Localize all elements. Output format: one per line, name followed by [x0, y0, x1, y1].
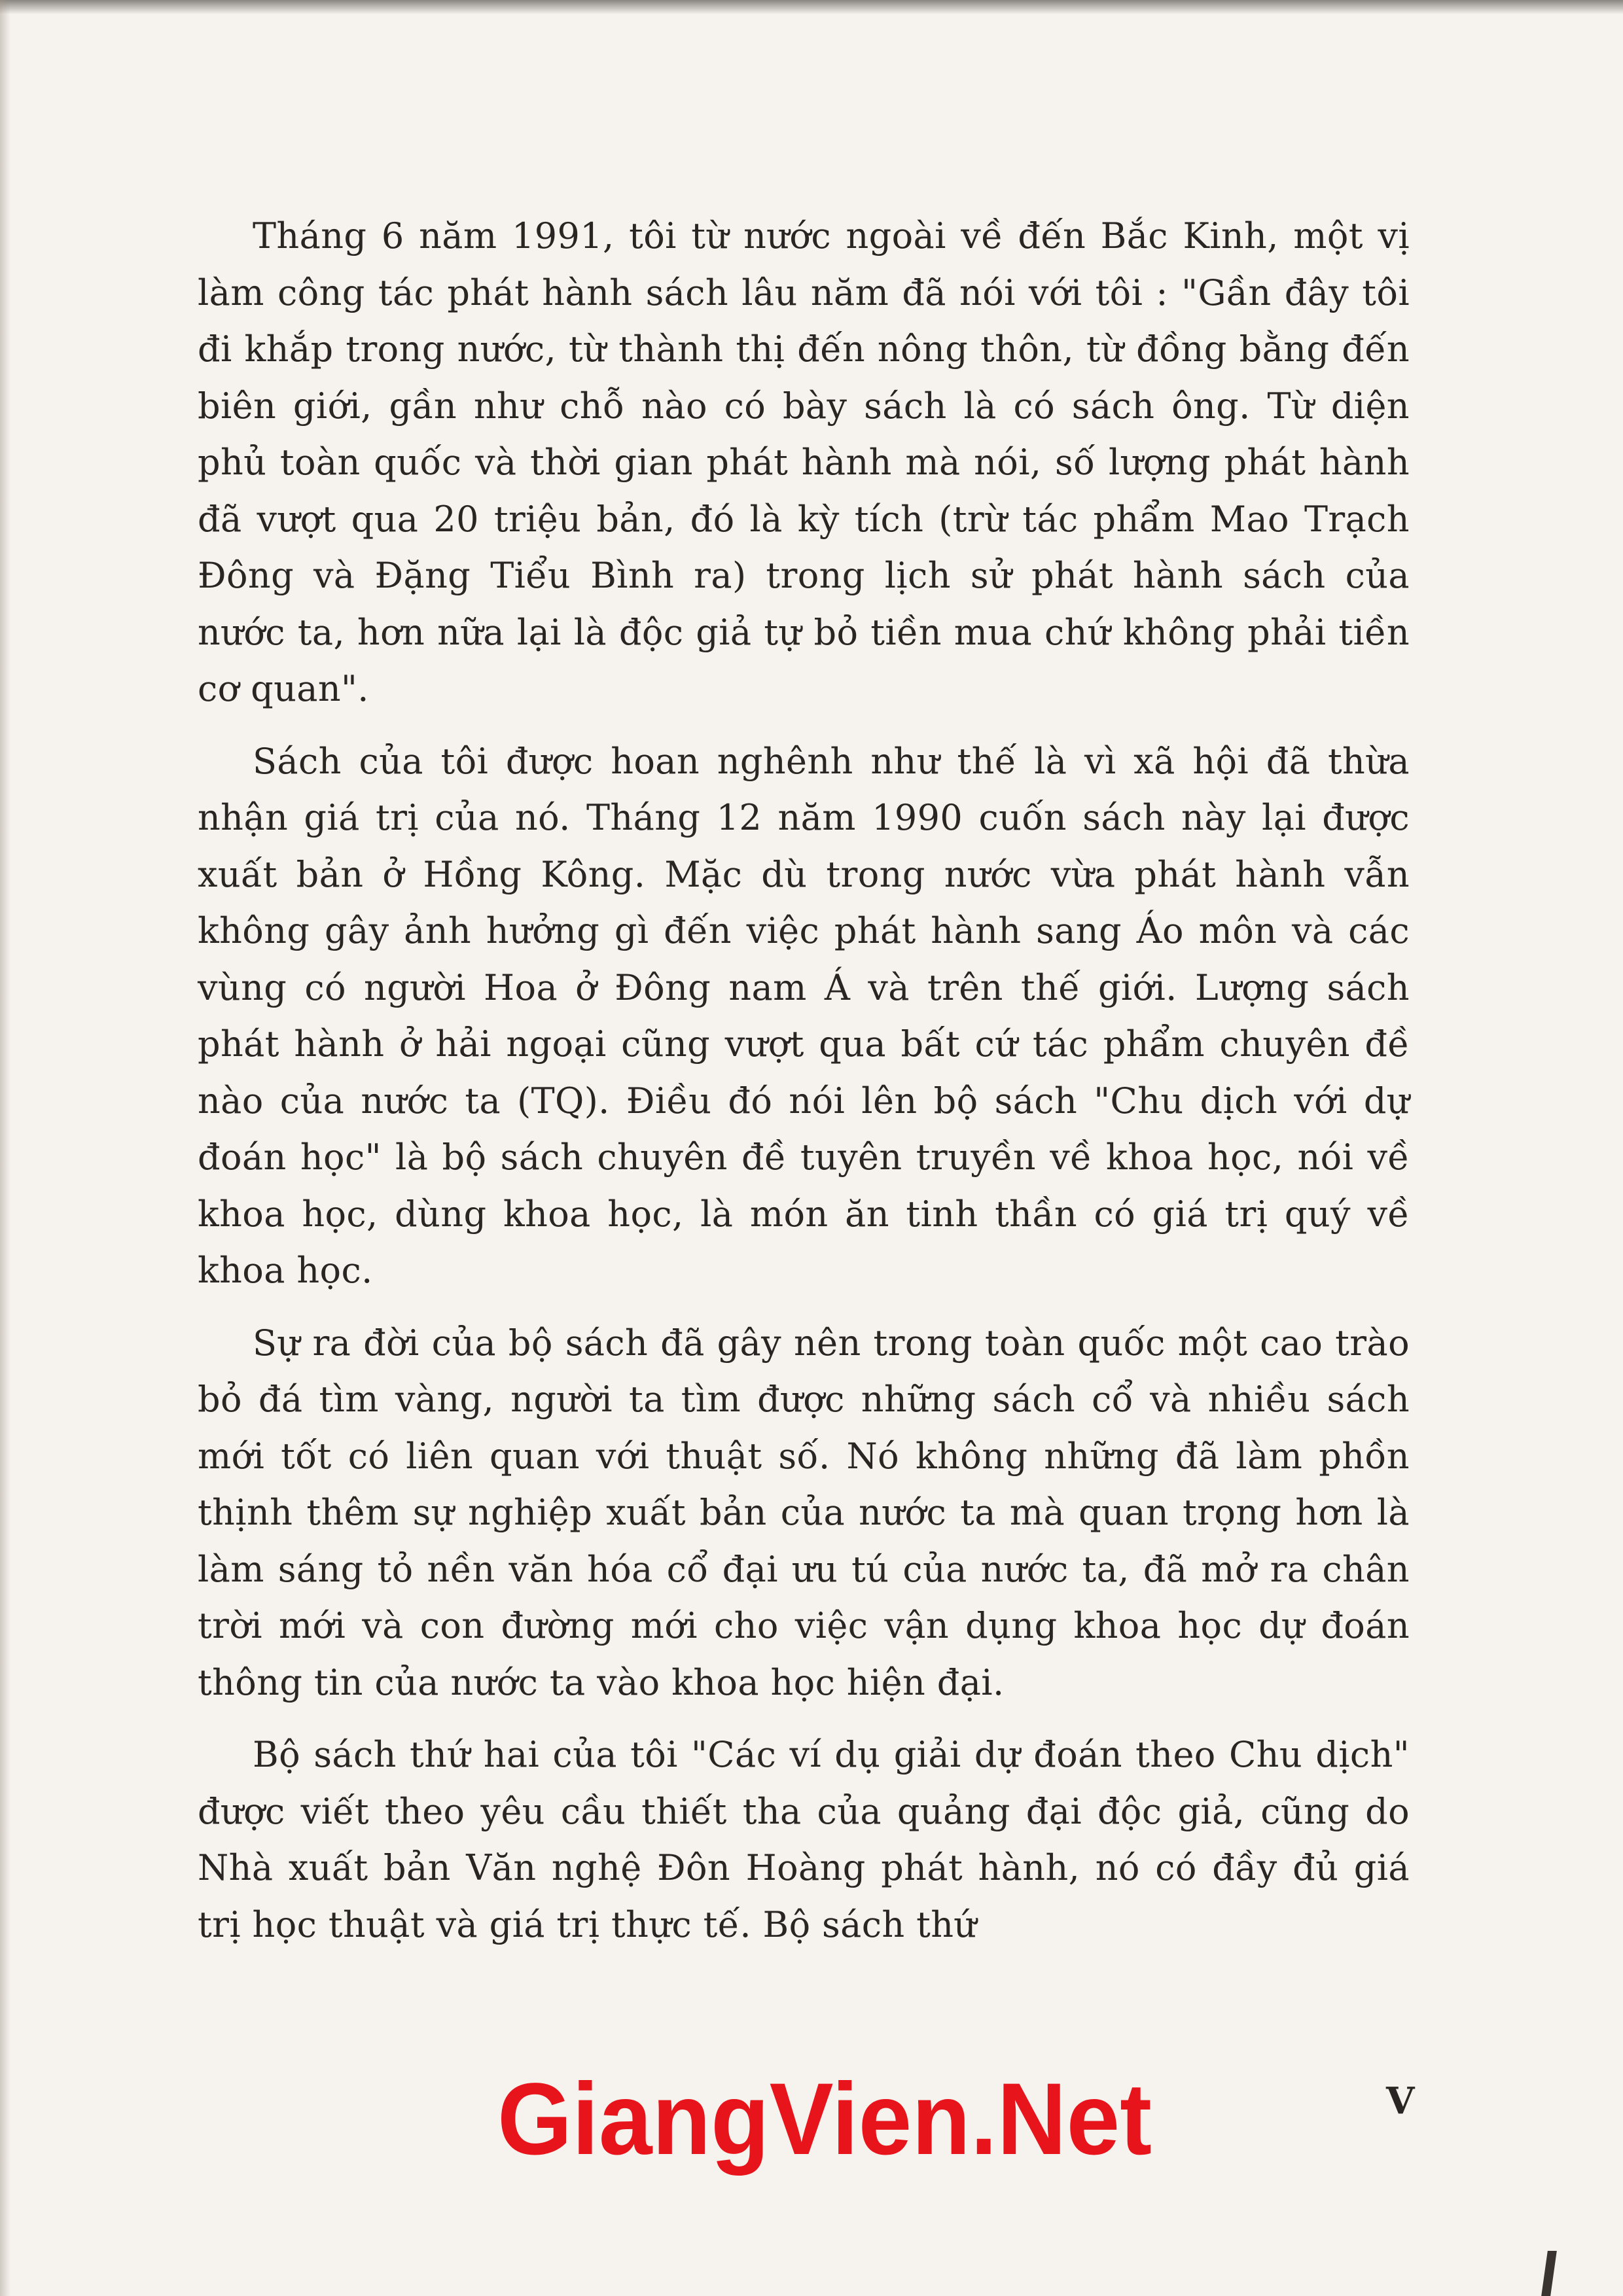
paragraph-1: Tháng 6 năm 1991, tôi từ nước ngoài về đến Bắc Kinh, một vị làm công tác phát hành sách lâu năm đã nói với tôi : "Gần đây tôi đi khắp trong nước, từ thành thị đến nông thôn, từ đồng bằng đến biên giới, gần như chỗ nào có bày sách là có sách ông. Từ diện phủ toàn quốc và thời gian phát hành mà nói, số lượng phát hành đã vượt qua 20 triệu bản, đó là kỳ tích (trừ tác phẩm Mao Trạch Đông và Đặng Tiểu Bình ra) trong lịch sử phát hành sách của nước ta, hơn nữa lại là độc giả tự bỏ tiền mua chứ không phải tiền cơ quan". [198, 215, 1410, 709]
watermark-logo-graphic [484, 2061, 1165, 2179]
watermark-text: GiangVien.Net [497, 2062, 1152, 2176]
page-left-shadow [0, 0, 10, 2296]
body-text [198, 208, 1410, 1969]
paragraph-3: Sự ra đời của bộ sách đã gây nên trong toàn quốc một cao trào bỏ đá tìm vàng, người ta tìm được những sách cổ và nhiều sách mới tốt có liên quan với thuật số. Nó không những đã làm phồn thịnh thêm sự nghiệp xuất bản của nước ta mà quan trọng hơn là làm sáng tỏ nền văn hóa cổ đại ưu tú của nước ta, đã mở ra chân trời mới và con đường mới cho việc vận dụng khoa học dự đoán thông tin của nước ta vào khoa học hiện đại. [198, 1322, 1410, 1703]
page-top-shadow [0, 0, 1623, 14]
watermark-logo [484, 2061, 1165, 2179]
scan-corner-mark [1541, 2251, 1557, 2296]
paragraph-2: Sách của tôi được hoan nghênh như thế là vì xã hội đã thừa nhận giá trị của nó. Tháng 12 năm 1990 cuốn sách này lại được xuất bản ở Hồng Kông. Mặc dù trong nước vừa phát hành vẫn không gây ảnh hưởng gì đến việc phát hành sang Áo môn và các vùng có người Hoa ở Đông nam Á và trên thế giới. Lượng sách phát hành ở hải ngoại cũng vượt qua bất cứ tác phẩm chuyên đề nào của nước ta (TQ). Điều đó nói lên bộ sách "Chu dịch với dự đoán học" là bộ sách chuyên đề tuyên truyền về khoa học, nói về khoa học, dùng khoa học, là món ăn tinh thần có giá trị quý về khoa học. [198, 740, 1410, 1291]
page-number: V [1386, 2079, 1415, 2123]
paragraph-4: Bộ sách thứ hai của tôi "Các ví dụ giải dự đoán theo Chu dịch" được viết theo yêu cầu thiết tha của quảng đại độc giả, cũng do Nhà xuất bản Văn nghệ Đôn Hoàng phát hành, nó có đầy đủ giá trị học thuật và giá trị thực tế. Bộ sách thứ [198, 1734, 1410, 1945]
